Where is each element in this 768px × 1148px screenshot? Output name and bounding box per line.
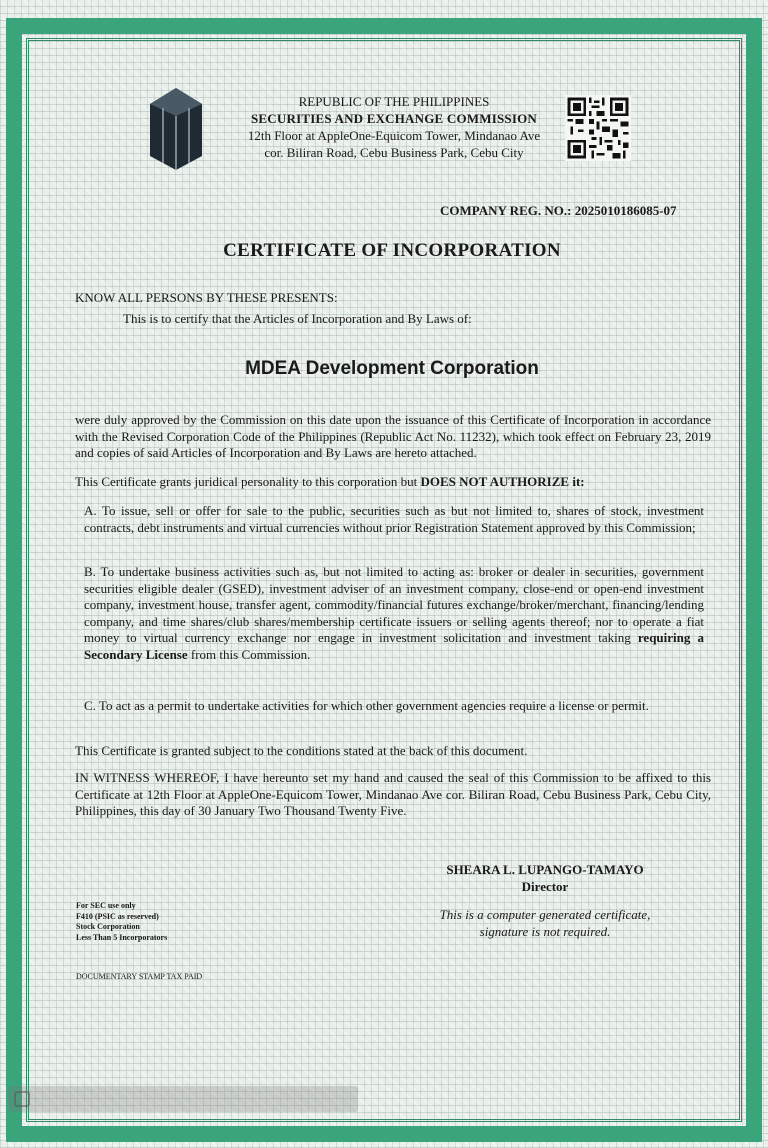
certify-statement: This is to certify that the Articles of Incorporation and By Laws of: — [123, 311, 472, 326]
signatory-block — [400, 861, 690, 895]
company-reg-no — [440, 203, 677, 219]
header-republic: REPUBLIC OF THE PHILIPPINES — [298, 94, 490, 109]
know-all-persons: KNOW ALL PERSONS BY THESE PRESENTS: — [75, 290, 338, 305]
certificate-title: CERTIFICATE OF INCORPORATION — [223, 240, 561, 261]
reg-no-label: COMPANY REG. NO.: — [440, 203, 572, 218]
signatory-name: SHEARA L. LUPANGO-TAMAYO — [446, 862, 644, 877]
corporation-name: MDEA Development Corporation — [245, 358, 539, 379]
header-block — [224, 93, 564, 161]
juridical-paragraph — [75, 474, 711, 491]
sec-use-line4: Less Than 5 Incorporators — [76, 932, 168, 942]
header-commission: SECURITIES AND EXCHANGE COMMISSION — [251, 111, 537, 126]
juridical-text: This Certificate grants juridical personality to this corporation but — [75, 474, 421, 489]
secondary-license-text: requiring a Secondary License — [84, 630, 704, 662]
scanner-watermark-icon — [14, 1091, 30, 1107]
header-address-line2: cor. Biliran Road, Cebu Business Park, Cebu City — [264, 145, 524, 160]
qr-code-icon — [565, 95, 631, 161]
reg-no-value: 2025010186085-07 — [574, 203, 677, 218]
approval-paragraph: were duly approved by the Commission on this date upon the issuance of this Certificate of Incorporation in accordance with the Revised Corporation Code of the Philippines (Republic Act No. 11232), which took effect on February 23, 2019 and copies of said Articles of Incorporation and By Laws are hereto attached. — [75, 412, 711, 460]
generated-note-line2: signature is not required. — [479, 924, 611, 939]
sec-use-line3: Stock Corporation — [76, 922, 140, 931]
computer-generated-note — [400, 906, 690, 940]
sec-use-block — [76, 901, 167, 943]
witness-paragraph: IN WITNESS WHEREOF, I have hereunto set my hand and caused the seal of this Commission to be affixed to this Certificate at 12th Floor at AppleOne-Equicom Tower, Mindanao Ave cor. Biliran Road, Cebu Business Park, Cebu City, Philippines, this day of 30 January Two Thousand Twenty Five. — [75, 770, 711, 818]
sec-use-line1: For SEC use only — [76, 901, 136, 910]
restriction-item-c: C. To act as a permit to undertake activities for which other government agencies require a license or permit. — [84, 698, 649, 713]
scanner-watermark-bar — [8, 1086, 358, 1112]
restriction-item-a: A. To issue, sell or offer for sale to the public, securities such as but not limited to, shares of stock, investment contracts, debt instruments and virtual currencies without prior Registration Statement approved by this Commission; — [84, 503, 704, 535]
item-b-end-text: from this Commission. — [187, 646, 311, 662]
generated-note-line1: This is a computer generated certificate, — [439, 907, 651, 922]
sec-logo-icon — [148, 86, 204, 172]
documentary-stamp-tax: DOCUMENTARY STAMP TAX PAID — [76, 972, 203, 981]
restriction-item-b — [84, 564, 704, 663]
sec-use-line2: F410 (PSIC as reserved) — [76, 911, 159, 921]
signatory-position: Director — [521, 879, 569, 894]
item-b-text: B. To undertake business activities such as, but not limited to acting as: broker or dealer in securities, government securities eligible dealer (GSED), investment adviser of an investment company, close-end or open-end investment company, investment house, transfer agent, commodity/financial futures exchange/broker/merchant, financing/lending company, and time shares/club shares/membership certificate issuers or selling agents thereof; nor to operate a fiat money to virtual currency exchange nor engage in investment solicitation and investment taking — [84, 564, 704, 645]
header-address-line1: 12th Floor at AppleOne-Equicom Tower, Mindanao Ave — [247, 128, 541, 143]
conditions-paragraph: This Certificate is granted subject to the conditions stated at the back of this document. — [75, 743, 528, 758]
not-authorize-text: DOES NOT AUTHORIZE it: — [420, 474, 585, 489]
